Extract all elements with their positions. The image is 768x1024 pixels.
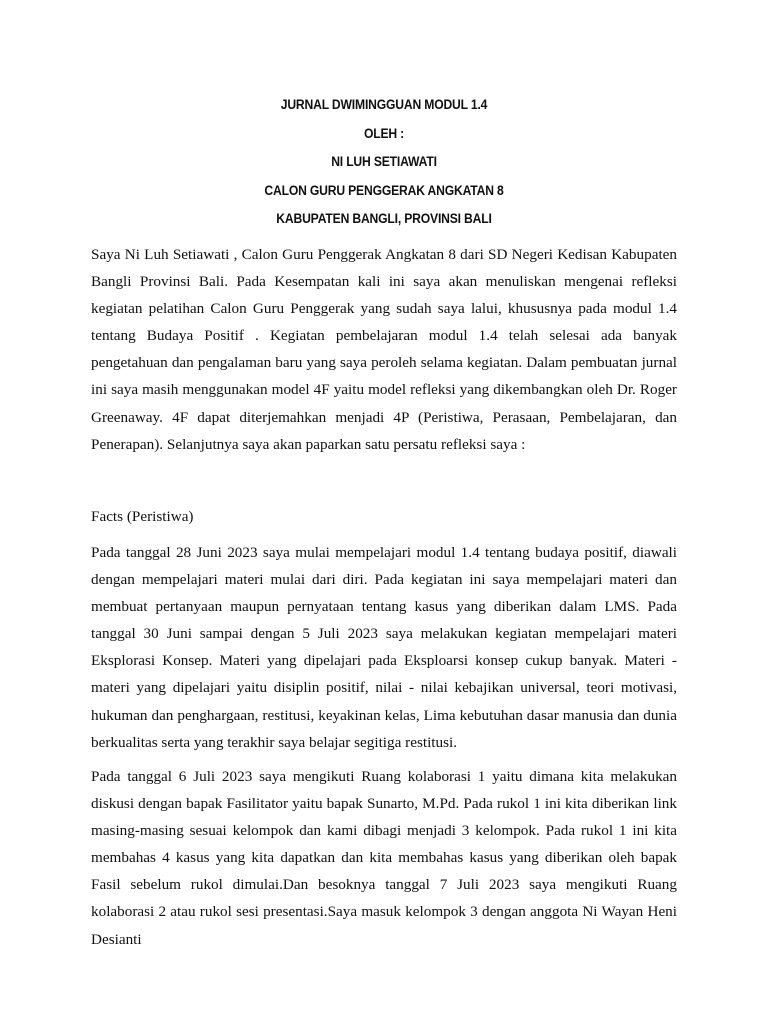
intro-paragraph: Saya Ni Luh Setiawati , Calon Guru Penggerak Angkatan 8 dari SD Negeri Kedisan Kabupaten Bangli Provinsi Bali. Pada Kesempatan kali ini saya akan menuliskan mengenai refleksi kegiatan pelatihan Calon Guru Penggerak yang sudah saya lalui, khususnya pada modul 1.4 tentang Budaya Positif . Kegiatan pembelajaran modul 1.4 telah selesai ada banyak pengetahuan dan pengalaman baru yang saya peroleh selama kegiatan. Dalam pembuatan jurnal ini saya masih menggunakan model 4F yaitu model refleksi yang dikembangkan oleh Dr. Roger Greenaway. 4F dapat diterjemahkan menjadi 4P (Peristiwa, Perasaan, Pembelajaran, dan Penerapan). Selanjutnya saya akan paparkan satu persatu refleksi saya : bbox=[91, 246, 677, 453]
heading-author: NI LUH SETIAWATI bbox=[331, 154, 437, 169]
facts-heading: Facts (Peristiwa) bbox=[91, 508, 194, 525]
heading-location: KABUPATEN BANGLI, PROVINSI BALI bbox=[276, 211, 492, 226]
facts-paragraph-2: Pada tanggal 6 Juli 2023 saya mengikuti Ruang kolaborasi 1 yaitu dimana kita melakukan diskusi dengan bapak Fasilitator yaitu bapak Sunarto, M.Pd. Pada rukol 1 ini kita diberikan link masing-masing sesuai kelompok dan kami dibagi menjadi 3 kelompok. Pada rukol 1 ini kita membahas 4 kasus yang kita dapatkan dan kita membahas kasus yang diberikan oleh bapak Fasil sebelum rukol dimulai.Dan besoknya tanggal 7 Juli 2023 saya mengikuti Ruang kolaborasi 2 atau rukol sesi presentasi.Saya masuk kelompok 3 dengan anggota Ni Wayan Heni Desianti bbox=[91, 768, 677, 948]
document-heading bbox=[38, 91, 729, 234]
heading-title: JURNAL DWIMINGGUAN MODUL 1.4 bbox=[280, 97, 488, 112]
facts-paragraph-2-wrap bbox=[91, 763, 677, 960]
facts-paragraph-1-wrap bbox=[91, 539, 677, 763]
intro-section bbox=[91, 241, 677, 465]
facts-section-heading-wrap bbox=[91, 503, 677, 537]
facts-paragraph-1: Pada tanggal 28 Juni 2023 saya mulai mempelajari modul 1.4 tentang budaya positif, diawali dengan mempelajari materi mulai dari diri. Pada kegiatan ini saya mempelajari materi dan membuat pertanyaan maupun pernyataan tentang kasus yang diberikan dalam LMS. Pada tanggal 30 Juni sampai dengan 5 Juli 2023 saya melakukan kegiatan mempelajari materi Eksplorasi Konsep. Materi yang dipelajari pada Eksploarsi konsep cukup banyak. Materi - materi yang dipelajari yaitu disiplin positif, nilai - nilai kebajikan universal, teori motivasi, hukuman dan penghargaan, restitusi, keyakinan kelas, Lima kebutuhan dasar manusia dan dunia berkualitas serta yang terakhir saya belajar segitiga restitusi. bbox=[91, 544, 677, 751]
heading-role: CALON GURU PENGGERAK ANGKATAN 8 bbox=[264, 182, 504, 198]
heading-by: OLEH : bbox=[363, 125, 405, 141]
